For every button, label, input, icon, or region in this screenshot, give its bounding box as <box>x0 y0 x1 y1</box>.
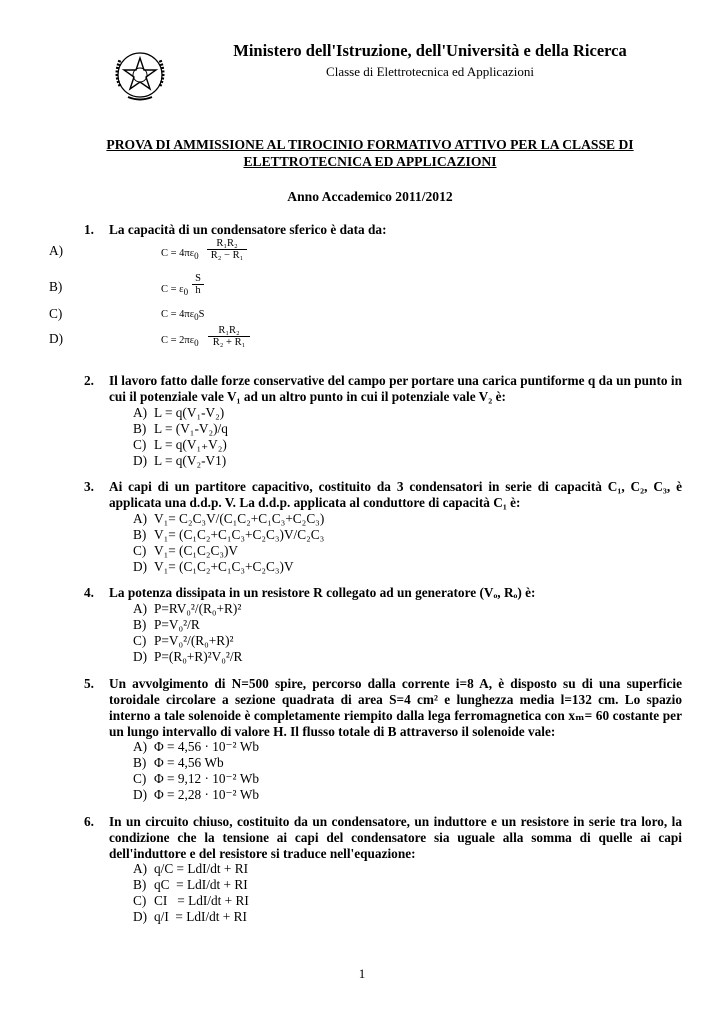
formula-prefix: $C = 2\pi\varepsilon_0$ <box>161 335 199 349</box>
option-d: D) L = q(V₂-V1) <box>133 453 227 468</box>
option-c: C) CI = LdI/dt + RI <box>133 893 249 908</box>
question-text: Il lavoro fatto dalle forze conservative del campo per portare una carica puntiforme q da un punto in cui il potenziale vale V₁ ad un altro punto in cui il potenziale vale V₂ è: <box>109 373 682 404</box>
question-text: La potenza dissipata in un resistore R collegato ad un generatore (Vₒ, Rₒ) è: <box>109 585 536 600</box>
option-c: C) L = q(V₁₊V₂) <box>133 437 227 452</box>
option-c: C) Φ = 9,12 · 10⁻² Wb <box>133 771 260 786</box>
option-b: B) Φ = 4,56 Wb <box>133 755 224 770</box>
formula-prefix: $C = 4\pi\varepsilon_0$ <box>161 248 199 262</box>
formula-fraction: $\frac{S}{h}$ <box>192 273 204 296</box>
question-number: 4. <box>84 585 94 600</box>
option-b: B) L = (V₁-V₂)/q <box>133 421 228 436</box>
formula: $C = 4\pi\varepsilon_0S$ <box>161 309 205 323</box>
question-text: In un circuito chiuso, costituito da un condensatore, un induttore e un resistore in serie tra loro, la condizione che la tensione ai capi del condensatore sia uguale alla somma di quelle ai capi dell'induttore e del resistore si traduce nell'equazione: <box>109 814 682 861</box>
question-text: Ai capi di un partitore capacitivo, costituito da 3 condensatori in serie di capacità C₁, C₂, C₃, è applicata una d.d.p. V. La d.d.p. applicata al conduttore di capacità C₁ è: <box>109 479 682 510</box>
option-d: D) <box>49 331 64 346</box>
option-a: A) P=RV₀²/(R₀+R)² <box>133 601 242 616</box>
exam-title: PROVA DI AMMISSIONE AL TIROCINIO FORMATIVO ATTIVO PER LA CLASSE DI ELETTROTECNICA ED APPLICAZIONI <box>106 137 634 169</box>
option-c: C) V₁= (C₁C₂C₃)V <box>133 543 239 558</box>
option-d: D) P=(R₀+R)²V₀²/R <box>133 649 243 664</box>
question-text: Un avvolgimento di N=500 spire, percorso dalla corrente i=8 A, è disposto su di una superficie toroidale circolare a sezione quadrata di area S=4 cm² e lunghezza media l=132 cm. Lo spazio interno a tale solenoide è completamente riempito dalla lega ferromagnetica con xₘ= 60 costante per un lungo intervallo di valore H. Il flusso totale di B attraverso il solenoide vale: <box>109 676 682 739</box>
formula-prefix: $C = \varepsilon_0$ <box>161 284 189 298</box>
option-b: B) V₁= (C₁C₂+C₁C₃+C₂C₃)V/C₂C₃ <box>133 527 325 542</box>
option-a: A) q/C = LdI/dt + RI <box>133 861 249 876</box>
option-c: C) P=V₀²/(R₀+R)² <box>133 633 234 648</box>
formula-fraction: $\frac{\text{R₁R₂}}{\text{R₂ − R₁}}$ <box>207 238 247 261</box>
question-number: 6. <box>84 814 94 829</box>
option-a: A) Φ = 4,56 · 10⁻² Wb <box>133 739 260 754</box>
italian-republic-emblem-icon <box>110 44 170 104</box>
option-a: A) <box>49 243 64 258</box>
ministry-title: Ministero dell'Istruzione, dell'Università e della Ricerca <box>233 41 627 60</box>
option-b: B) <box>49 279 63 294</box>
formula-fraction: $\frac{\text{R₁R₂}}{\text{R₂ + R₁}}$ <box>208 325 250 348</box>
option-d: D) V₁= (C₁C₂+C₁C₃+C₂C₃)V <box>133 559 294 574</box>
academic-year: Anno Accademico 2011/2012 <box>287 189 453 204</box>
option-c: C) <box>49 306 63 321</box>
question-number: 1. <box>84 222 94 237</box>
option-a: A) L = q(V₁-V₂) <box>133 405 225 420</box>
option-a: A) V₁= C₂C₃V/(C₁C₂+C₁C₃+C₂C₃) <box>133 511 325 526</box>
question-text: La capacità di un condensatore sferico è data da: <box>109 222 387 237</box>
question-number: 5. <box>84 676 94 691</box>
question-number: 2. <box>84 373 94 388</box>
option-b: B) P=V₀²/R <box>133 617 200 632</box>
question-number: 3. <box>84 479 94 494</box>
option-d: D) Φ = 2,28 · 10⁻² Wb <box>133 787 260 802</box>
ministry-subtitle: Classe di Elettrotecnica ed Applicazioni <box>326 64 534 79</box>
option-b: B) qC = LdI/dt + RI <box>133 877 248 892</box>
option-d: D) q/I = LdI/dt + RI <box>133 909 247 924</box>
page-number: 1 <box>358 966 366 981</box>
